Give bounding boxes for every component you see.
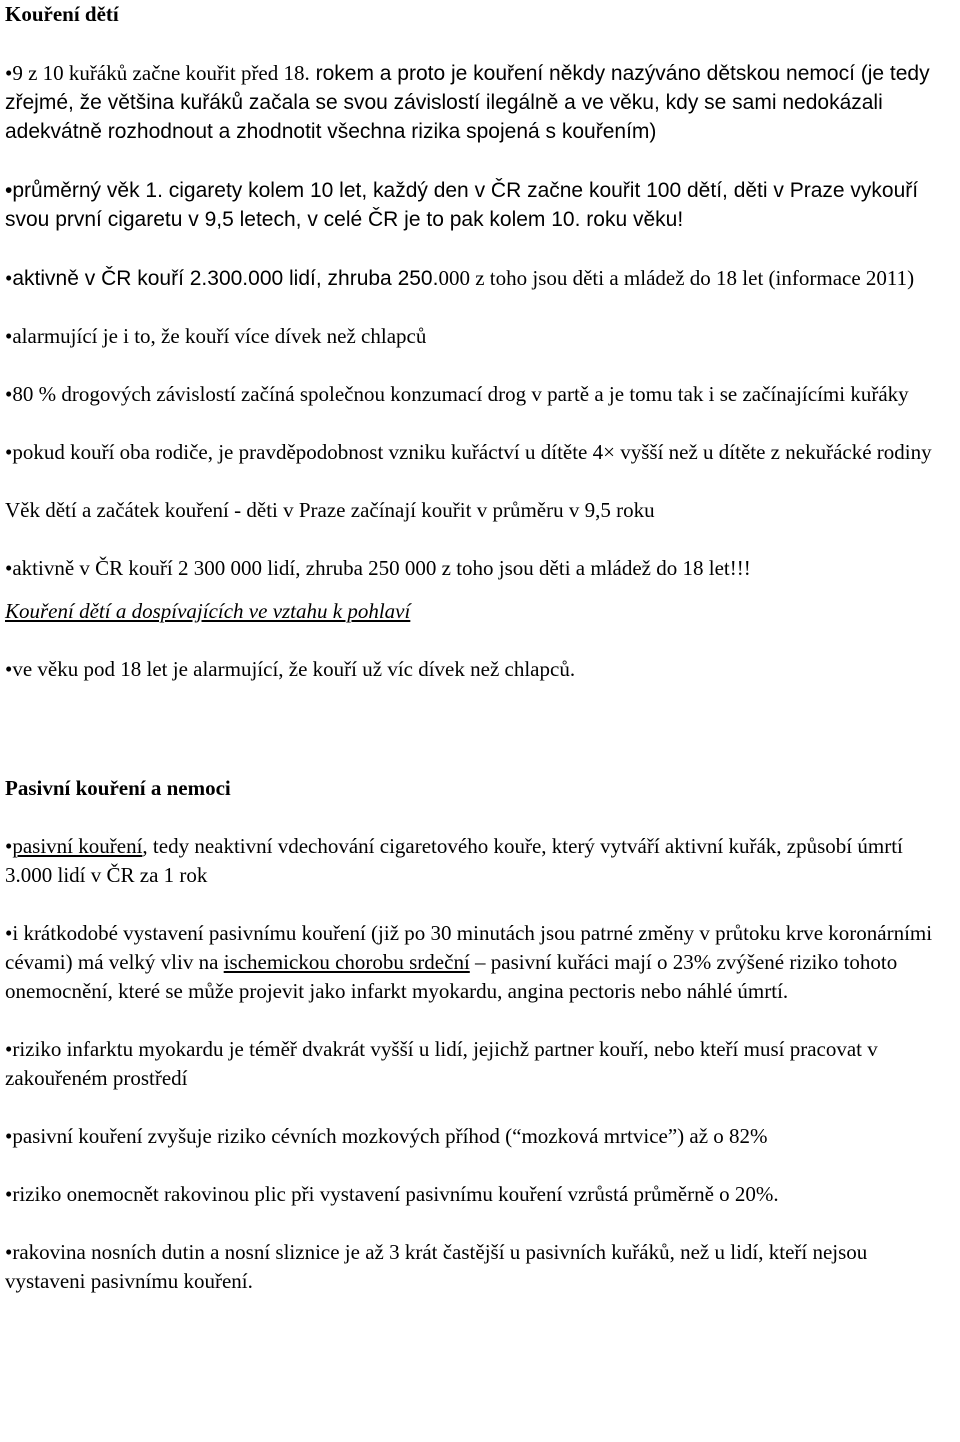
paragraph-age-start: Věk dětí a začátek kouření - děti v Praze začínají kouřit v průměru v 9,5 roku	[5, 498, 655, 522]
text-run: průměrný věk 1. cigarety kolem 10 let, každý den v ČR začne kouřit 100 dětí, děti v Praze vykouří svou první cigaretu v 9,5 letech, v celé ČR je to pak kolem 10. roku věku!	[5, 179, 919, 231]
text-run: rakovina nosních dutin a nosní sliznice je až 3 krát častější u pasivních kuřáků, než u lidí, kteří nejsou vystaveni pasivnímu kouření.	[5, 1240, 868, 1293]
subheading-gender: Kouření dětí a dospívajících ve vztahu k pohlaví	[5, 599, 411, 623]
text-run: riziko onemocnět rakovinou plic při vystavení pasivnímu kouření vzrůstá průměrně o 20%.	[12, 1182, 779, 1206]
paragraph-short-exposure	[5, 919, 943, 1006]
text-run: riziko infarktu myokardu je téměř dvakrát vyšší u lidí, jejichž partner kouří, nebo kteří musí pracovat v zakouřeném prostředí	[5, 1037, 878, 1090]
text-run: ve věku pod 18 let je alarmující, že kouří už víc dívek než chlapců.	[12, 657, 576, 681]
text-run: rokem a proto je kouření někdy nazýváno dětskou nemocí (je tedy zřejmé, že většina kuřáků začala se svou závislostí ilegálně a ve věku, kdy se sami nedokázali adekvátně rozhodnout a zhodnotit všechna rizika spojená s kouřením)	[5, 62, 930, 143]
text-run: 80 % drogových závislostí začíná společnou konzumací drog v partě a je tomu tak i se začínajícími kuřáky	[12, 382, 909, 406]
paragraph-parents-smoke	[5, 438, 943, 467]
text-run: aktivně v ČR kouří 2.300.000 lidí, zhruba 250.	[12, 267, 439, 290]
ischemic-heart-disease-link[interactable]: ischemickou chorobu srdeční	[223, 950, 470, 974]
paragraph-nasal-cancer	[5, 1238, 943, 1296]
paragraph-girls-vs-boys	[5, 322, 943, 351]
paragraph-drug-addictions	[5, 380, 943, 409]
paragraph-lung-cancer-risk	[5, 1180, 943, 1209]
text-run: alarmující je i to, že kouří více dívek než chlapců	[12, 324, 427, 348]
paragraph-nine-of-ten	[5, 59, 943, 146]
paragraph-passive-deaths	[5, 832, 943, 890]
text-run: aktivně v ČR kouří 2 300 000 lidí, zhruba 250 000 z toho jsou děti a mládež do 18 let!!!	[12, 556, 751, 580]
text-run: pokud kouří oba rodiče, je pravděpodobnost vzniku kuřáctví u dítěte 4× vyšší než u dítěte z nekuřácké rodiny	[12, 440, 932, 464]
text-run: – pasivní kuřáci mají o 23% zvýšené riziko tohoto onemocnění, které se může projevit jako infarkt myokardu, angina pectoris nebo náhlé úmrtí.	[5, 950, 898, 1003]
paragraph-heart-attack-risk	[5, 1035, 943, 1093]
text-run: pasivní kouření zvyšuje riziko cévních mozkových příhod (“mozková mrtvice”) až o 82%	[12, 1124, 768, 1148]
section-heading-children-smoking: Kouření dětí	[5, 2, 119, 26]
paragraph-under-18	[5, 655, 943, 684]
text-run: 9 z 10 kuřáků začne kouřit před 18.	[12, 61, 310, 85]
text-run: , tedy neaktivní vdechování cigaretového kouře, který vytváří aktivní kuřák, způsobí úmrtí 3.000 lidí v ČR za 1 rok	[5, 834, 903, 887]
paragraph-active-smokers	[5, 264, 943, 293]
paragraph-active-smokers-2	[5, 554, 943, 583]
paragraph-stroke-risk	[5, 1122, 943, 1151]
paragraph-average-age	[5, 176, 943, 234]
passive-smoking-link[interactable]: pasivní kouření	[12, 834, 143, 858]
text-run: 000 z toho jsou děti a mládež do 18 let (informace 2011)	[438, 266, 915, 290]
section-heading-passive-smoking: Pasivní kouření a nemoci	[5, 776, 231, 800]
text-run: i krátkodobé vystavení pasivnímu kouření (již po 30 minutách jsou patrné změny v průtoku krve koronárními cévami) má velký vliv na	[5, 921, 933, 974]
